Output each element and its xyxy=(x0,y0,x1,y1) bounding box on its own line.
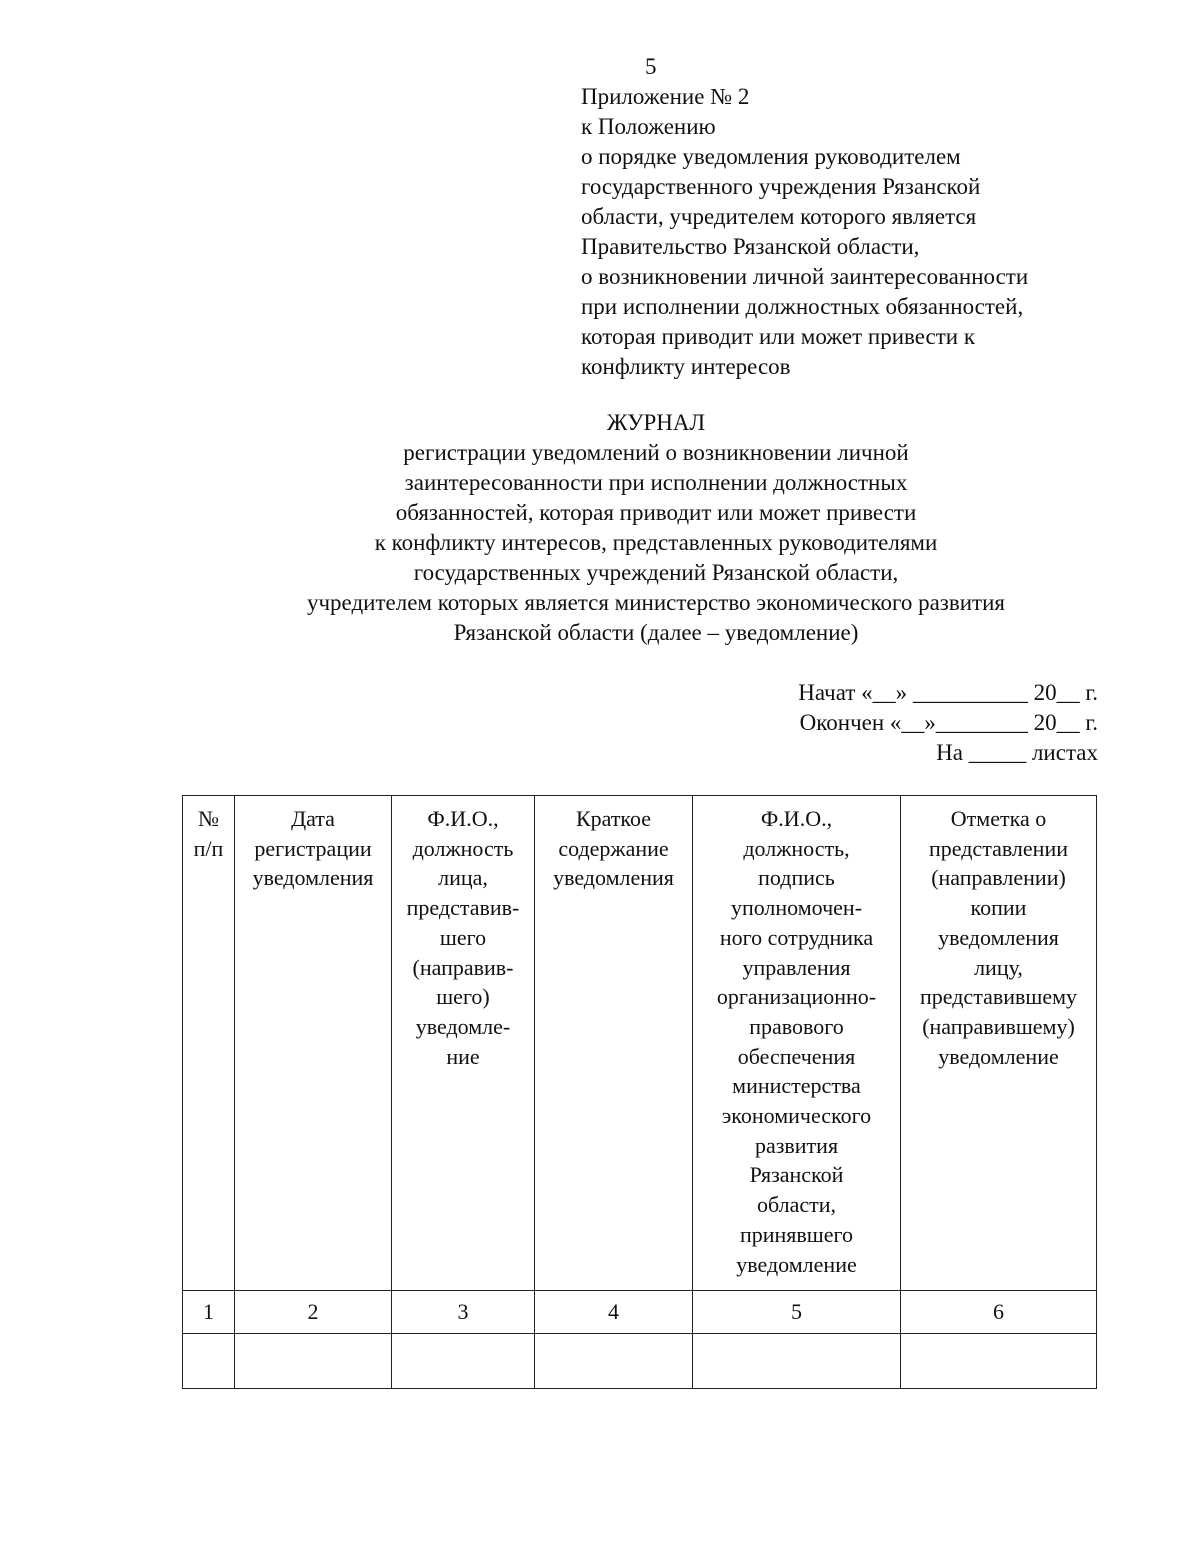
column-header-line: шего xyxy=(439,924,487,950)
table-row xyxy=(183,1334,1097,1389)
column-header-line: Рязанской xyxy=(749,1162,844,1188)
table-cell xyxy=(235,1334,392,1389)
column-header-line: копии xyxy=(970,895,1027,921)
column-header-line: (направлении) xyxy=(931,865,1066,891)
table-cell xyxy=(535,1334,693,1389)
appendix-line: конфликту интересов xyxy=(581,354,791,379)
journal-table xyxy=(182,795,1097,1389)
table-header-row xyxy=(183,796,1097,1291)
column-header-line: уведомление xyxy=(736,1251,857,1277)
column-header-line: шего) xyxy=(436,984,490,1010)
column-header-line: уведомления xyxy=(252,865,374,891)
column-header-line: подпись xyxy=(758,865,835,891)
column-header-line: уведомления xyxy=(938,924,1059,950)
column-header-line: экономического xyxy=(721,1103,872,1129)
column-header-line: уполномочен- xyxy=(730,895,863,921)
appendix-heading xyxy=(581,82,1028,382)
column-header-line: Дата xyxy=(291,806,335,831)
journal-subtitle-line: регистрации уведомлений о возникновении личной xyxy=(403,440,909,465)
column-number: 3 xyxy=(392,1291,535,1334)
column-header-line: лица, xyxy=(438,865,488,891)
column-number: 4 xyxy=(535,1291,693,1334)
column-number: 1 xyxy=(183,1291,235,1334)
appendix-line: Правительство Рязанской области, xyxy=(581,234,920,259)
column-header-registration-date xyxy=(235,796,392,1291)
journal-subtitle-line: Рязанской области (далее – уведомление) xyxy=(453,620,859,645)
column-header-line: должность xyxy=(412,835,514,861)
column-header-summary xyxy=(535,796,693,1291)
column-header-line: развития xyxy=(754,1132,839,1158)
column-header-line: регистрации xyxy=(254,835,372,861)
sheets-count-line: На _____ листах xyxy=(936,740,1098,765)
appendix-line: которая приводит или может привести к xyxy=(581,324,975,349)
column-header-line: Отметка о xyxy=(950,806,1047,831)
column-header-line: обеспечения xyxy=(737,1043,856,1069)
appendix-line: государственного учреждения Рязанской xyxy=(581,174,981,199)
appendix-line: области, учредителем которого является xyxy=(581,204,977,229)
appendix-line: о порядке уведомления руководителем xyxy=(581,144,961,169)
column-header-line: должность, xyxy=(743,835,850,861)
column-header-line: (направив- xyxy=(412,954,514,980)
column-number: 5 xyxy=(693,1291,901,1334)
started-date-line: Начат «__» __________ 20__ г. xyxy=(798,680,1098,705)
column-header-line: Ф.И.О., xyxy=(760,806,833,831)
appendix-line: о возникновении личной заинтересованности xyxy=(581,264,1029,289)
column-header-line: принявшего xyxy=(739,1221,853,1247)
journal-subtitle-line: к конфликту интересов, представленных руководителями xyxy=(374,530,938,555)
column-header-line: № xyxy=(198,806,219,831)
column-header-line: Краткое xyxy=(575,806,652,831)
column-header-submitter xyxy=(392,796,535,1291)
ended-date-line: Окончен «__»________ 20__ г. xyxy=(799,710,1098,735)
column-header-line: управления xyxy=(742,954,851,980)
column-number: 2 xyxy=(235,1291,392,1334)
column-header-line: представив- xyxy=(406,895,520,921)
column-number: 6 xyxy=(901,1291,1097,1334)
column-header-line: представившему xyxy=(919,984,1078,1010)
column-header-receiver xyxy=(693,796,901,1291)
column-header-line: организационно- xyxy=(716,984,877,1010)
column-header-line: области, xyxy=(756,1192,837,1218)
column-header-line: уведомления xyxy=(553,865,674,891)
column-header-line: п/п xyxy=(193,835,224,861)
journal-subtitle-line: учредителем которых является министерство экономического развития xyxy=(306,590,1005,615)
column-header-copy-mark xyxy=(901,796,1097,1291)
appendix-line: Приложение № 2 xyxy=(581,84,750,109)
column-header-line: ние xyxy=(446,1043,480,1069)
column-header-line: содержание xyxy=(558,835,669,861)
appendix-line: к Положению xyxy=(581,114,716,139)
column-header-line: уведомление xyxy=(938,1043,1059,1069)
column-number-row xyxy=(183,1291,1097,1334)
column-header-line: уведомле- xyxy=(415,1013,511,1039)
table-cell xyxy=(183,1334,235,1389)
column-header-number xyxy=(183,796,235,1291)
journal-title: ЖУРНАЛ xyxy=(606,410,706,435)
column-header-line: министерства xyxy=(732,1073,861,1099)
journal-subtitle-line: государственных учреждений Рязанской области, xyxy=(413,560,899,585)
journal-title-block xyxy=(150,408,1162,648)
table-cell xyxy=(392,1334,535,1389)
column-header-line: лицу, xyxy=(974,954,1023,980)
column-header-line: ного сотрудника xyxy=(719,924,874,950)
journal-subtitle-line: заинтересованности при исполнении должностных xyxy=(404,470,908,495)
column-header-line: представлении xyxy=(928,835,1068,861)
table-cell xyxy=(693,1334,901,1389)
page-number: 5 xyxy=(645,54,657,79)
journal-subtitle-line: обязанностей, которая приводит или может привести xyxy=(395,500,917,525)
column-header-line: правового xyxy=(749,1013,844,1039)
journal-meta xyxy=(798,678,1098,768)
column-header-line: Ф.И.О., xyxy=(427,806,499,831)
appendix-line: при исполнении должностных обязанностей, xyxy=(581,294,1024,319)
column-header-line: (направившему) xyxy=(922,1013,1075,1039)
table-cell xyxy=(901,1334,1097,1389)
